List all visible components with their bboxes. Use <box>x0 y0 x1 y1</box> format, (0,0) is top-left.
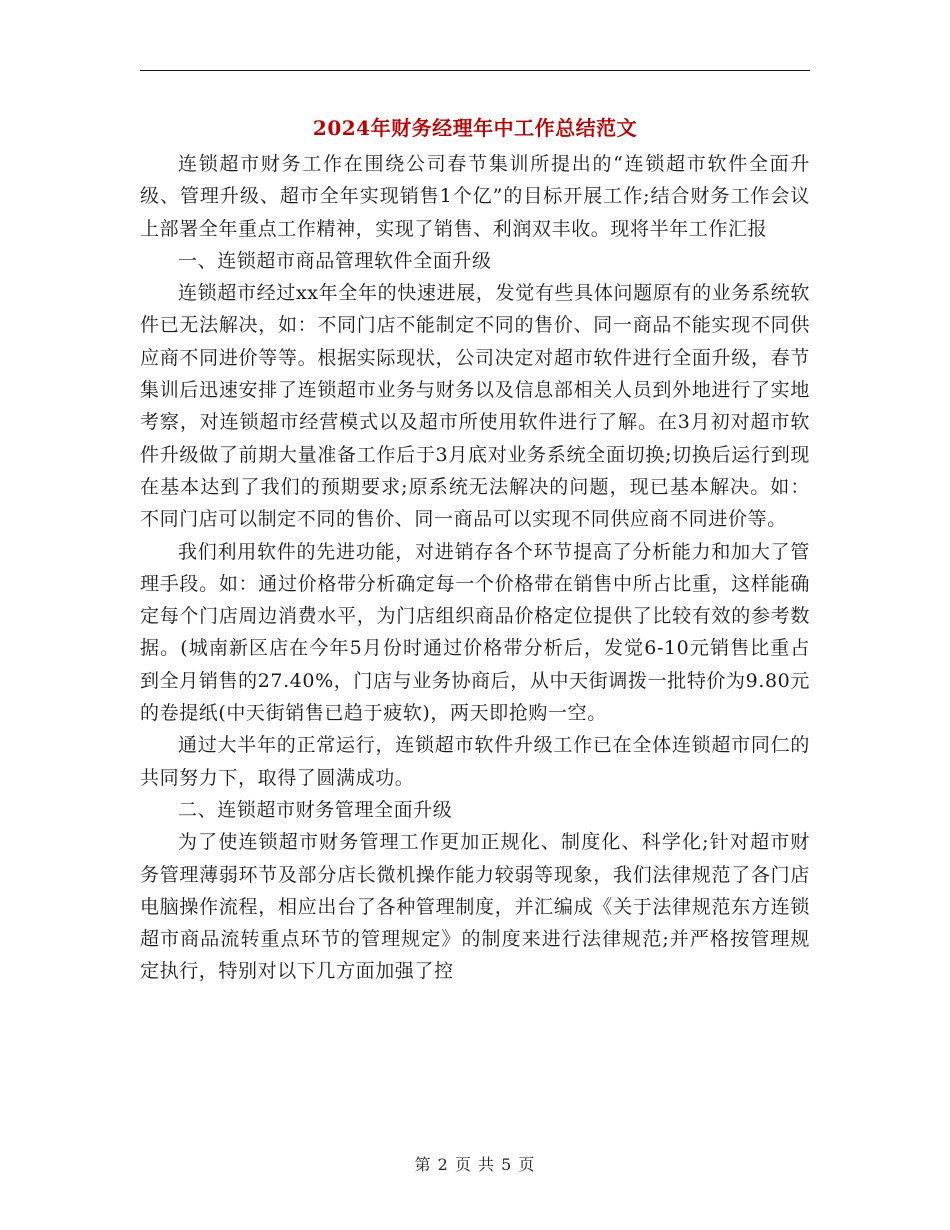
page-number-footer: 第 2 页 共 5 页 <box>414 1155 536 1174</box>
intro-paragraph: 连锁超市财务工作在围绕公司春节集训所提出的“连锁超市软件全面升级、管理升级、超市全年实现销售1个亿”的目标开展工作;结合财务工作会议上部署全年重点工作精神，实现了销售、利润双丰收。现将半年工作汇报 <box>140 153 810 240</box>
section-heading-2: 二、连锁超市财务管理全面升级 <box>178 798 453 821</box>
document-title: 2024年财务经理年中工作总结范文 <box>312 116 638 140</box>
header-rule <box>140 70 810 71</box>
paragraph-finance-management: 为了使连锁超市财务管理工作更加正规化、制度化、科学化;针对超市财务管理薄弱环节及部分店长微机操作能力较弱等现象，我们法律规范了各门店电脑操作流程，相应出台了各种管理制度，并汇编成《关于法律规范东方连锁超市商品流转重点环节的管理规定》的制度来进行法律规范;并严格按管理规定执行，特别对以下几方面加强了控 <box>140 831 810 983</box>
document-body <box>140 148 810 988</box>
paragraph-software-upgrade: 连锁超市经过xx年全年的快速进展，发觉有些具体问题原有的业务系统软件已无法解决，如：不同门店不能制定不同的售价、同一商品不能实现不同供应商不同进价等等。根据实际现状，公司决定对超市软件进行全面升级，春节集训后迅速安排了连锁超市业务与财务以及信息部相关人员到外地进行了实地考察，对连锁超市经营模式以及超市所使用软件进行了解。在3月初对超市软件升级做了前期大量准备工作后于3月底对业务系统全面切换;切换后运行到现在基本达到了我们的预期要求;原系统无法解决的问题，现已基本解决。如：不同门店可以制定不同的售价、同一商品可以实现不同供应商不同进价等。 <box>140 282 810 531</box>
paragraph-price-analysis: 我们利用软件的先进功能，对进销存各个环节提高了分析能力和加大了管理手段。如：通过价格带分析确定每一个价格带在销售中所占比重，这样能确定每个门店周边消费水平，为门店组织商品价格定位提供了比较有效的参考数据。(城南新区店在今年5月份时通过价格带分析后，发觉6-10元销售比重占到全月销售的27.40%，门店与业务协商后，从中天街调拨一批特价为9.80元的卷提纸(中天街销售已趋于疲软)，两天即抢购一空。 <box>140 540 810 725</box>
paragraph-upgrade-success: 通过大半年的正常运行，连锁超市软件升级工作已在全体连锁超市同仁的共同努力下，取得了圆满成功。 <box>140 734 810 789</box>
section-heading-1: 一、连锁超市商品管理软件全面升级 <box>178 249 492 272</box>
